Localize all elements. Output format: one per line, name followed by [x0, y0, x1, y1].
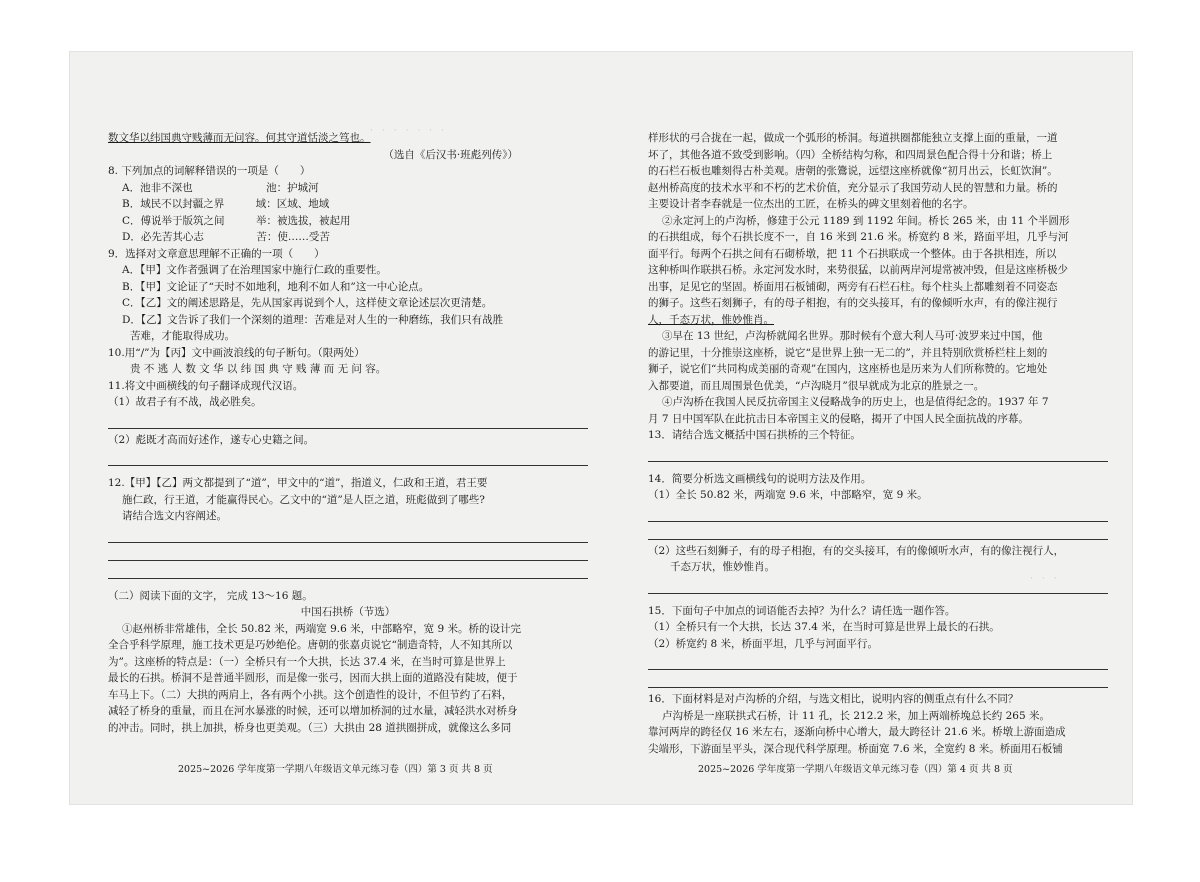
answer-line[interactable] [108, 528, 588, 543]
article-paragraph-line: 面平行。每两个石拱之间有石砌桥墩，把 11 个石拱联成一个整体。由于各拱相连，所以 [648, 247, 1057, 260]
article-paragraph-line: ③早在 13 世纪，卢沟桥就闻名世界。那时候有个意大利人马可·波罗来过中国，他 [662, 330, 1043, 342]
answer-line[interactable] [648, 507, 1108, 522]
article-paragraph-line: 的游记里，十分推崇这座桥，说它“是世界上独一无二的”，并且特别欣赏桥栏柱上刻的 [648, 346, 1048, 359]
article-paragraph-line: 入都要道，而且周围景色优美，“卢沟晓月”很早就成为北京的胜景之一。 [648, 379, 985, 392]
question-12-line: 12.【甲】【乙】两文都提到了“道”，甲文中的“道”，指道义，仁政和王道，君王要 [108, 477, 488, 489]
article-paragraph-line: 减轻了桥身的重量，而且在河水暴涨的时候，还可以增加桥洞的过水量，减轻洪水对桥身 [108, 705, 518, 717]
question-16-material: 卢沟桥是一座联拱式石桥，计 11 孔，长 212.2 米，加上两端桥堍总长约 265 米。 [662, 709, 1050, 722]
article-paragraph-line: 狮子，说它们“共同构成美丽的奇观”在国内，这座桥也是历来为人们所称赞的。它地处 [648, 363, 1048, 375]
question-12-line: 请结合选文内容阐述。 [122, 510, 227, 522]
bleed-through-text: · · · [1030, 574, 1057, 584]
article-paragraph-line: 出事，足见它的坚固。桥面用石板铺砌，两旁有石栏石柱。每个柱头上都雕刻着不同姿态 [648, 280, 1058, 293]
article-paragraph-line: 的石拱组成，每个石拱长度不一，自 16 米到 21.6 米。桥宽约 8 米，路面平坦，几乎与河 [648, 231, 1069, 243]
answer-line[interactable] [648, 447, 1108, 462]
question-8-option: B．域民不以封疆之界 域：区域、地域 [122, 198, 330, 210]
article-paragraph-line: 主要设计者李春就是一位杰出的工匠，在桥头的碑文里刻着他的名字。 [648, 198, 974, 210]
article-paragraph-line: 为”。这座桥的特点是：（一）全桥只有一个大拱，长达 37.4 米，在当时可算是世界上 [108, 655, 506, 668]
article-paragraph-line: 的石栏石板也雕刻得古朴美观。唐朝的张鷟说，远望这座桥就像“初月出云，长虹饮涧”。 [648, 165, 1058, 177]
answer-line[interactable] [108, 546, 588, 561]
question-16-material: 尖端形，下游面呈平头，深合现代科学原理。桥面宽 7.6 米，全宽约 8 米。桥面用石板铺 [648, 742, 1063, 755]
question-13-stem: 13．请结合选文概括中国石拱桥的三个特征。 [648, 429, 861, 441]
article-paragraph-line: 赵州桥高度的技术水平和不朽的艺术价值，充分显示了我国劳动人民的智慧和力量。桥的 [648, 181, 1058, 194]
article-paragraph-line: 的狮子。这些石刻狮子，有的母子相抱，有的交头接耳，有的像倾听水声，有的像注视行 [648, 297, 1058, 309]
question-14-sentence-1: （1）全长 50.82 米，两端宽 9.6 米，中部略窄，宽 9 米。 [648, 489, 928, 501]
question-9-option: B．【甲】文论证了“天时不如地利，地利不如人和”这一中心论点。 [122, 280, 430, 293]
passage-source: （选自《后汉书·班彪列传》） [383, 148, 518, 161]
question-11-sentence-2: （2）彪既才高而好述作，遂专心史籍之间。 [108, 433, 315, 446]
answer-line[interactable] [108, 564, 588, 579]
question-11-sentence-1: （1）故君子有不战，战必胜矣。 [108, 396, 262, 408]
question-14-sentence-2: （2）这些石刻狮子，有的母子相抱，有的交头接耳，有的像倾听水声，有的像注视行人， [648, 544, 1065, 557]
question-8-option: D．必先苦其心志 苦：使……受苦 [122, 231, 330, 243]
article-paragraph-line: 车马上下。（二）大拱的两肩上，各有两个小拱。这个创造性的设计，不但节约了石料， [108, 688, 513, 701]
question-14-sentence-2-cont: 千态万状，惟妙惟肖。 [670, 561, 775, 573]
question-9-option: 苦难，才能取得成功。 [130, 330, 235, 342]
question-10-sentence: 贵 不 逃 人 数 文 华 以 纬 国 典 守 贱 薄 而 无 问 容。 [130, 363, 387, 375]
answer-line[interactable] [648, 579, 1108, 594]
article-paragraph-line: ②永定河上的卢沟桥，修建于公元 1189 到 1192 年间。桥长 265 米，由 11 个半圆形 [662, 214, 1070, 227]
article-paragraph-line: 的冲击。同时，拱上加拱，桥身也更美观。（三）大拱由 28 道拱圈拼成，就像这么多同 [108, 721, 512, 734]
answer-line[interactable] [648, 525, 1108, 540]
question-9-stem: 9．选择对文章意思理解不正确的一项（ ） [108, 247, 325, 260]
question-15-stem: 15．下面句子中加点的词语能否去掉？为什么？请任选一题作答。 [648, 604, 956, 617]
answer-line[interactable] [648, 655, 1108, 670]
question-15-sentence-2: （2）桥宽约 8 米，桥面平坦，几乎与河面平行。 [648, 637, 879, 650]
question-16-material: 靠河两岸的跨径仅 16 米左右，逐渐向桥中心增大，最大跨径计 21.6 米。桥墩上游面造成 [648, 726, 1066, 738]
article-paragraph-line: ①赵州桥非常雄伟，全长 50.82 米，两端宽 9.6 米，中部略窄，宽 9 米。桥的设计完 [122, 622, 521, 635]
article-paragraph-line: 人，千态万状，惟妙惟肖。 [648, 313, 774, 326]
question-8-option: C．傅说举于版筑之间 举：被选拔，被起用 [122, 214, 351, 227]
article-paragraph-line: 这种桥叫作联拱石桥。永定河发水时，来势很猛，以前两岸河堤常被冲毁，但是这座桥极少 [648, 264, 1068, 276]
question-15-sentence-1: （1）全桥只有一个大拱，长达 37.4 米，在当时可算是世界上最长的石拱。 [648, 621, 1000, 633]
question-8-option: A．池非不深也 池：护城河 [122, 181, 319, 194]
answer-line[interactable] [648, 673, 1108, 688]
article-paragraph-line: ④卢沟桥在我国人民反抗帝国主义侵略战争的历史上，也是值得纪念的。1937 年 7 [662, 396, 1049, 408]
article-paragraph-line: 样形状的弓合拢在一起，做成一个弧形的桥洞。每道拱圈都能独立支撑上面的重量，一道 [648, 132, 1058, 144]
page-footer-left: 2025~2026 学年度第一学期八年级语文单元练习卷（四）第 3 页 共 8 页 [178, 764, 493, 775]
question-12-line: 施仁政，行王道，才能赢得民心。乙文中的“道”是人臣之道，班彪做到了哪些? [122, 493, 485, 506]
question-11-stem: 11.将文中画横线的句子翻译成现代汉语。 [108, 379, 304, 392]
answer-line[interactable] [108, 414, 588, 429]
page-footer-right: 2025~2026 学年度第一学期八年级语文单元练习卷（四）第 4 页 共 8 页 [698, 764, 1013, 775]
question-9-option: A．【甲】文作者强调了在治理国家中施行仁政的重要性。 [122, 264, 387, 276]
article-paragraph-line: 月 7 日中国军队在此抗击日本帝国主义的侵略，揭开了中国人民全面抗战的序幕。 [648, 412, 1029, 425]
scanned-sheet [70, 52, 1132, 804]
section-2-heading: （二）阅读下面的文字， 完成 13～16 题。 [108, 589, 313, 602]
question-10-stem: 10.用“/”为【丙】文中画波浪线的句子断句。（限两处） [108, 346, 365, 359]
article-paragraph-line: 最长的石拱。桥洞不是普通半圆形，而是像一张弓，因而大拱上面的道路没有陡坡，便于 [108, 672, 518, 684]
article-title: 中国石拱桥（节选） [300, 606, 396, 618]
article-paragraph-line: 坏了，其他各道不致受到影响。（四）全桥结构匀称，和四周景色配合得十分和谐；桥上 [648, 148, 1053, 161]
question-16-stem: 16．下面材料是对卢沟桥的介绍，与选文相比，说明内容的侧重点有什么不同？ [648, 693, 1019, 705]
answer-line[interactable] [108, 451, 588, 466]
bleed-through-text: · · · · · · · [370, 126, 445, 136]
passage-continuation: 数文华以纬国典守贱薄而无问容。何其守道恬淡之笃也。 [108, 132, 371, 144]
question-9-option: C．【乙】文的阐述思路是，先从国家再说到个人，这样使文章论述层次更清楚。 [122, 297, 493, 309]
article-paragraph-line: 全合乎科学原理，施工技术更是巧妙绝伦。唐朝的张嘉贞说它“制造奇特，人不知其所以 [108, 639, 513, 651]
question-8-stem: 8. 下列加点的词解释错误的一项是（ ） [108, 165, 311, 177]
question-9-option: D．【乙】文告诉了我们一个深刻的道理：苦难是对人生的一种磨练，我们只有战胜 [122, 313, 504, 326]
question-14-stem: 14．简要分析选文画横线句的说明方法及作用。 [648, 472, 872, 485]
